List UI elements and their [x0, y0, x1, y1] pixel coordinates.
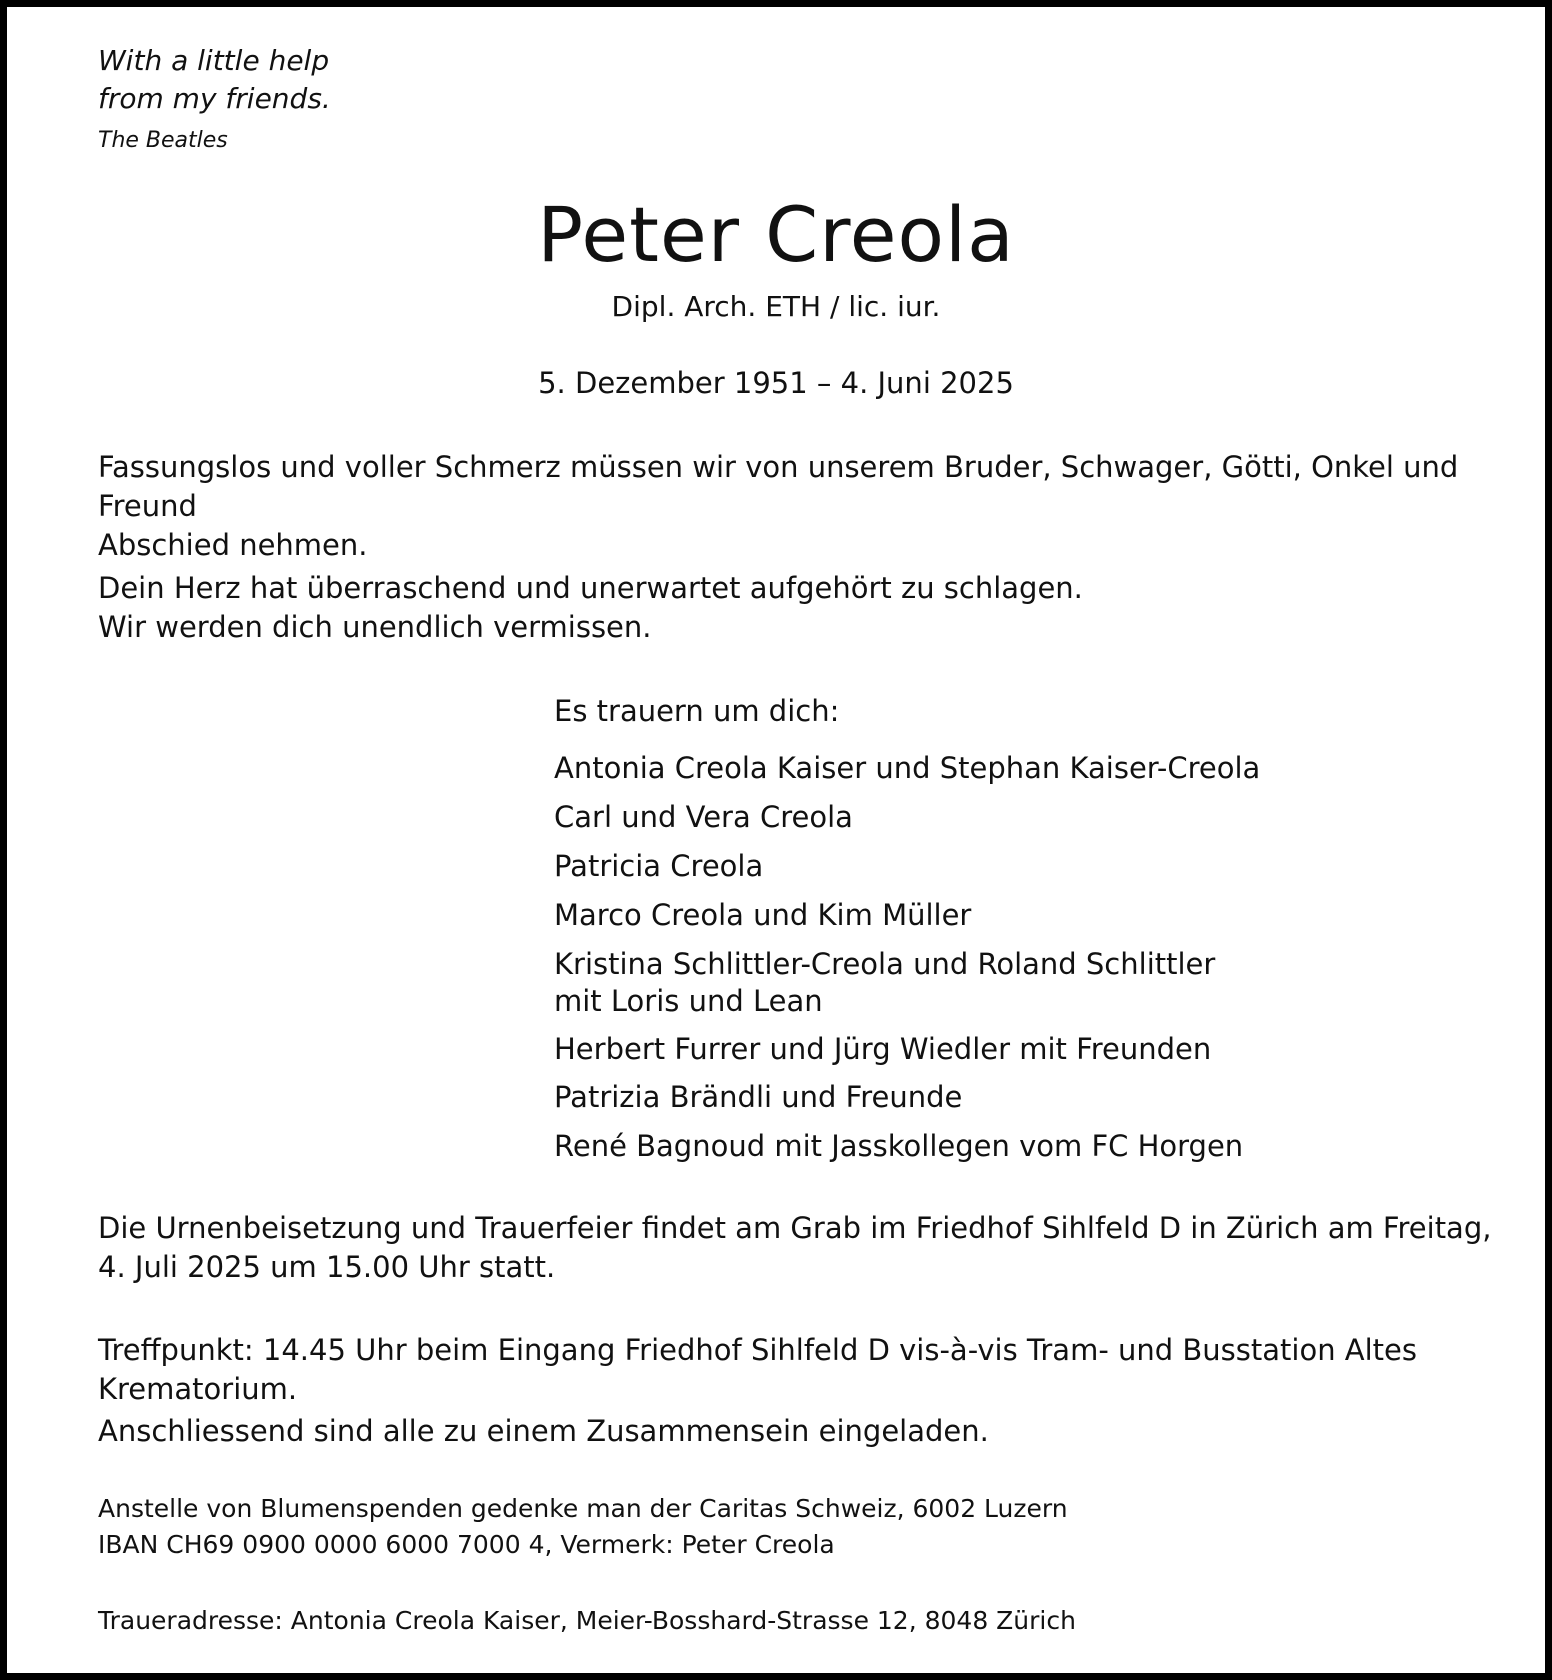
mourner-item: Patrizia Brändli und Freunde [554, 1080, 963, 1114]
epigraph-line-1: With a little help [98, 44, 330, 77]
mourner-item: Antonia Creola Kaiser und Stephan Kaiser-Creola [554, 751, 1261, 785]
intro-paragraph-2 [98, 569, 1498, 647]
meeting-point: Treffpunkt: 14.45 Uhr beim Eingang Friedhof Sihlfeld D vis-à-vis Tram- und Busstation Altes Krematorium. [98, 1333, 1418, 1406]
ceremony-line-1: Die Urnenbeisetzung und Trauerfeier findet am Grab im Friedhof Sihlfeld D in Zürich am Freitag, [98, 1211, 1492, 1245]
mourner-item: Patricia Creola [554, 849, 764, 883]
intro-p1-line-1: Fassungslos und voller Schmerz müssen wir von unserem Bruder, Schwager, Götti, Onkel und Freund [98, 450, 1459, 523]
intro-p1-line-2: Abschied nehmen. [98, 528, 368, 562]
mourners-heading: Es trauern um dich: [554, 694, 840, 728]
invitation: Anschliessend sind alle zu einem Zusammensein eingeladen. [98, 1414, 989, 1448]
intro-p2-line-2: Wir werden dich unendlich vermissen. [98, 610, 652, 644]
deceased-title: Dipl. Arch. ETH / lic. iur. [611, 290, 941, 323]
ceremony-paragraph [98, 1209, 1498, 1287]
mourner-item: Herbert Furrer und Jürg Wiedler mit Freunden [554, 1032, 1212, 1066]
mourner-item: Marco Creola und Kim Müller [554, 898, 972, 932]
epigraph-source: The Beatles [98, 128, 228, 153]
mourner-item: Carl und Vera Creola [554, 800, 853, 834]
donation-note [98, 1491, 1448, 1563]
mourner-item: René Bagnoud mit Jasskollegen vom FC Horgen [554, 1129, 1244, 1163]
donation-line-2: IBAN CH69 0900 0000 6000 7000 4, Vermerk: Peter Creola [98, 1530, 835, 1559]
donation-line-1: Anstelle von Blumenspenden gedenke man der Caritas Schweiz, 6002 Luzern [98, 1494, 1068, 1523]
mourning-address: Traueradresse: Antonia Creola Kaiser, Meier-Bosshard-Strasse 12, 8048 Zürich [98, 1606, 1076, 1635]
mourner-item: Kristina Schlittler-Creola und Roland Schlittler [554, 947, 1216, 981]
life-dates: 5. Dezember 1951 – 4. Juni 2025 [538, 366, 1014, 400]
intro-paragraph-1 [98, 448, 1498, 565]
intro-p2-line-1: Dein Herz hat überraschend und unerwartet aufgehört zu schlagen. [98, 571, 1083, 605]
deceased-name: Peter Creola [537, 190, 1015, 279]
ceremony-line-2: 4. Juli 2025 um 15.00 Uhr statt. [98, 1250, 556, 1284]
mourner-item: mit Loris und Lean [554, 984, 823, 1018]
epigraph-line-2: from my friends. [98, 82, 331, 115]
